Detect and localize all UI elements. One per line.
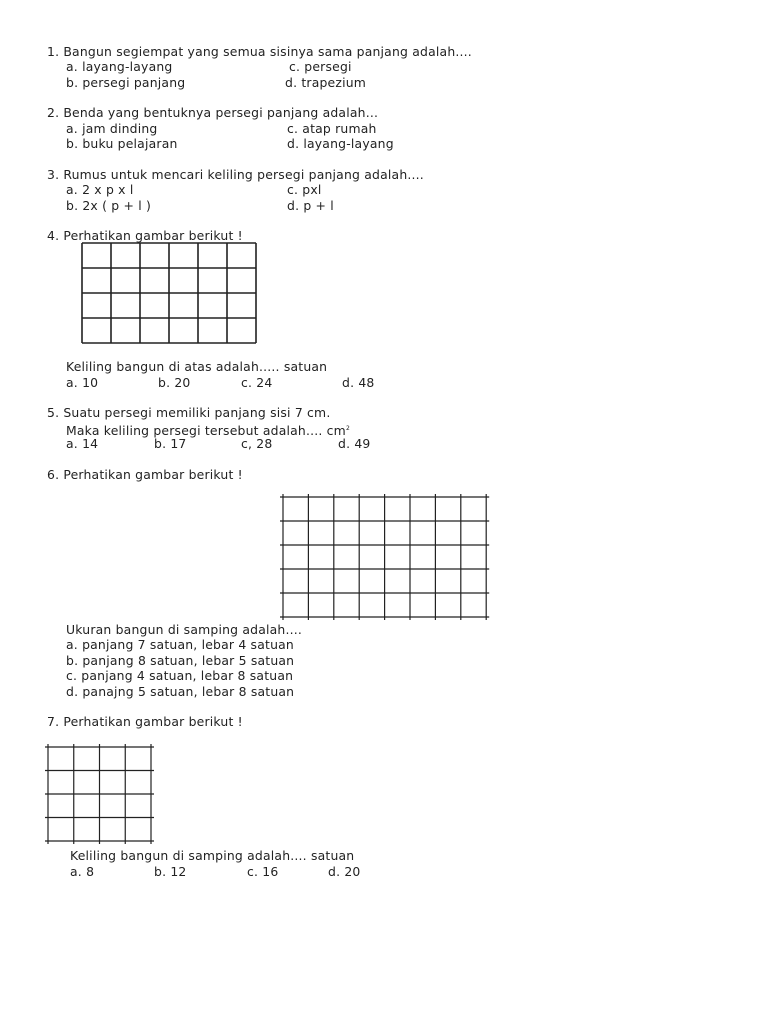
q6-prompt: Ukuran bangun di samping adalah.... [66, 622, 303, 637]
q3-option-c[interactable]: c. pxl [287, 182, 322, 197]
q3-stem: 3. Rumus untuk mencari keliling persegi panjang adalah.... [47, 167, 424, 182]
q1-option-a[interactable]: a. layang-layang [66, 59, 173, 74]
q1-option-c[interactable]: c. persegi [289, 59, 352, 74]
q5-stem: 5. Suatu persegi memiliki panjang sisi 7 cm. [47, 405, 331, 420]
q2-stem: 2. Benda yang bentuknya persegi panjang adalah... [47, 105, 379, 120]
q4-option-b[interactable]: b. 20 [158, 375, 191, 390]
q5-option-a[interactable]: a. 14 [66, 436, 99, 451]
q3-option-a[interactable]: a. 2 x p x l [66, 182, 134, 197]
q2-option-a[interactable]: a. jam dinding [66, 121, 158, 136]
q5-stem-line2 [66, 421, 350, 438]
q2-option-d[interactable]: d. layang-layang [287, 136, 394, 151]
q6-option-c[interactable]: c. panjang 4 satuan, lebar 8 satuan [66, 668, 294, 683]
q2-option-b[interactable]: b. buku pelajaran [66, 136, 178, 151]
q5-option-b[interactable]: b. 17 [154, 436, 187, 451]
q7-option-b[interactable]: b. 12 [154, 864, 187, 879]
q4-grid-figure [82, 243, 256, 343]
q7-prompt: Keliling bangun di samping adalah.... satuan [70, 848, 355, 863]
q4-prompt: Keliling bangun di atas adalah..... satuan [66, 359, 328, 374]
q6-stem: 6. Perhatikan gambar berikut ! [47, 467, 243, 482]
q3-option-d[interactable]: d. p + l [287, 198, 334, 213]
q1-option-b[interactable]: b. persegi panjang [66, 75, 186, 90]
q4-option-a[interactable]: a. 10 [66, 375, 99, 390]
q6-option-d[interactable]: d. panajng 5 satuan, lebar 8 satuan [66, 684, 295, 699]
q1-stem: 1. Bangun segiempat yang semua sisinya sama panjang adalah.... [47, 44, 472, 59]
q6-option-b[interactable]: b. panjang 8 satuan, lebar 5 satuan [66, 653, 295, 668]
q6-grid-figure [283, 497, 486, 617]
q7-option-c[interactable]: c. 16 [247, 864, 279, 879]
q5-stem-text: Maka keliling persegi tersebut adalah.... cm [66, 423, 346, 438]
q5-option-d[interactable]: d. 49 [338, 436, 371, 451]
q3-option-b[interactable]: b. 2x ( p + l ) [66, 198, 152, 213]
q7-grid-figure [48, 747, 151, 841]
q1-option-d[interactable]: d. trapezium [285, 75, 367, 90]
q6-option-a[interactable]: a. panjang 7 satuan, lebar 4 satuan [66, 637, 294, 652]
q2-option-c[interactable]: c. atap rumah [287, 121, 377, 136]
q7-stem: 7. Perhatikan gambar berikut ! [47, 714, 243, 729]
q5-option-c[interactable]: c, 28 [241, 436, 273, 451]
q5-unit-superscript: 2 [345, 425, 350, 432]
q4-option-d[interactable]: d. 48 [342, 375, 375, 390]
q7-option-a[interactable]: a. 8 [70, 864, 95, 879]
q7-option-d[interactable]: d. 20 [328, 864, 361, 879]
q4-stem: 4. Perhatikan gambar berikut ! [47, 228, 243, 243]
q4-option-c[interactable]: c. 24 [241, 375, 273, 390]
